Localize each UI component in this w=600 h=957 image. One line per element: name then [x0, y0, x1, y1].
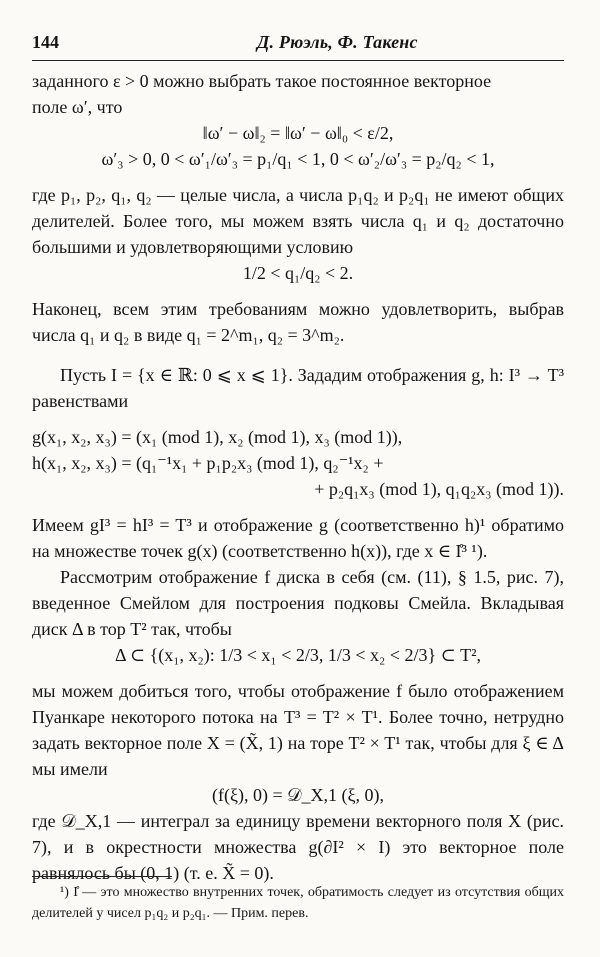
equation-g: g(x₁, x₂, x₃) = (x₁ (mod 1), x₂ (mod 1), x₃ (mod 1)), [32, 427, 403, 447]
header-rule [32, 60, 564, 61]
paragraph: Наконец, всем этим требованиям можно удовлетворить, выбрав числа q₁ и q₂ в виде q₁ = 2^m₁, q₂ = 3^m₂. [32, 299, 564, 345]
paragraph: где p₁, p₂, q₁, q₂ — целые числа, а числа p₁q₂ и p₂q₁ не имеют общих делителей. Более того, мы можем взять числа q₁ и q₂ достаточно большими и удовлетворяющими условию [32, 185, 564, 257]
equation-h: h(x₁, x₂, x₃) = (q₁⁻¹x₁ + p₁p₂x₃ (mod 1), q₂⁻¹x₂ + [32, 453, 384, 473]
equation-condition: 1/2 < q₁/q₂ < 2. [242, 263, 354, 283]
equation-ratios: ω′₃ > 0, 0 < ω′₁/ω′₃ = p₁/q₁ < 1, 0 < ω′₂/ω′₃ = p₂/q₂ < 1, [101, 149, 495, 169]
equation-disk: Δ ⊂ {(x₁, x₂): 1/3 < x₁ < 2/3, 1/3 < x₂ < 2/3} ⊂ T², [114, 645, 482, 665]
main-text [32, 68, 564, 886]
paragraph: Пусть I = {x ∈ ℝ: 0 ⩽ x ⩽ 1}. Зададим отображения g, h: I³ → T³ равенствами [32, 365, 564, 411]
equation-flow: (f(ξ), 0) = 𝒟_X,1 (ξ, 0), [211, 785, 385, 805]
text-line: заданного ε > 0 можно выбрать такое постоянное векторное [32, 71, 492, 91]
paragraph: Рассмотрим отображение f диска в себя (см. (11), § 1.5, рис. 7), введенное Смейлом для построения подковы Смейла. Вкладывая диск Δ в тор T² так, чтобы [32, 567, 564, 639]
running-head: Д. Рюэль, Ф. Такенс [257, 32, 418, 52]
paragraph: мы можем добиться того, чтобы отображение f было отображением Пуанкаре некоторого потока на T³ = T² × T¹. Более точно, нетрудно задать векторное поле X = (X̃, 1) на торе T² × T¹ так, чтобы для ξ ∈ Δ мы имели [32, 681, 564, 779]
equation-norm: ‖ω′ − ω‖₂ = ‖ω′ − ω‖₀ < ε/2, [202, 123, 394, 143]
text-line: поле ω′, что [32, 97, 123, 117]
footnote-text: ¹) I̊ — это множество внутренних точек, обратимость следует из отсутствия общих делителей у чисел p₁q₂ и p₂q₁. — Прим. перев. [32, 885, 564, 921]
page-header [32, 32, 564, 56]
paragraph: где 𝒟_X,1 — интеграл за единицу времени векторного поля X (рис. 7), и в окрестности множества g(∂I² × I) это векторное поле равнялось бы (0, 1) (т. е. X̃ = 0). [32, 811, 564, 883]
equation-h-continued: + p₂q₁x₃ (mod 1), q₁q₂x₃ (mod 1)). [314, 479, 564, 499]
footnote-rule [32, 876, 172, 877]
page-number: 144 [32, 32, 59, 52]
paragraph: Имеем gI³ = hI³ = T³ и отображение g (соответственно h)¹ обратимо на множестве точек g(x) (соответственно h(x)), где x ∈ I̊³ ¹). [32, 515, 564, 561]
footnote [32, 882, 564, 924]
